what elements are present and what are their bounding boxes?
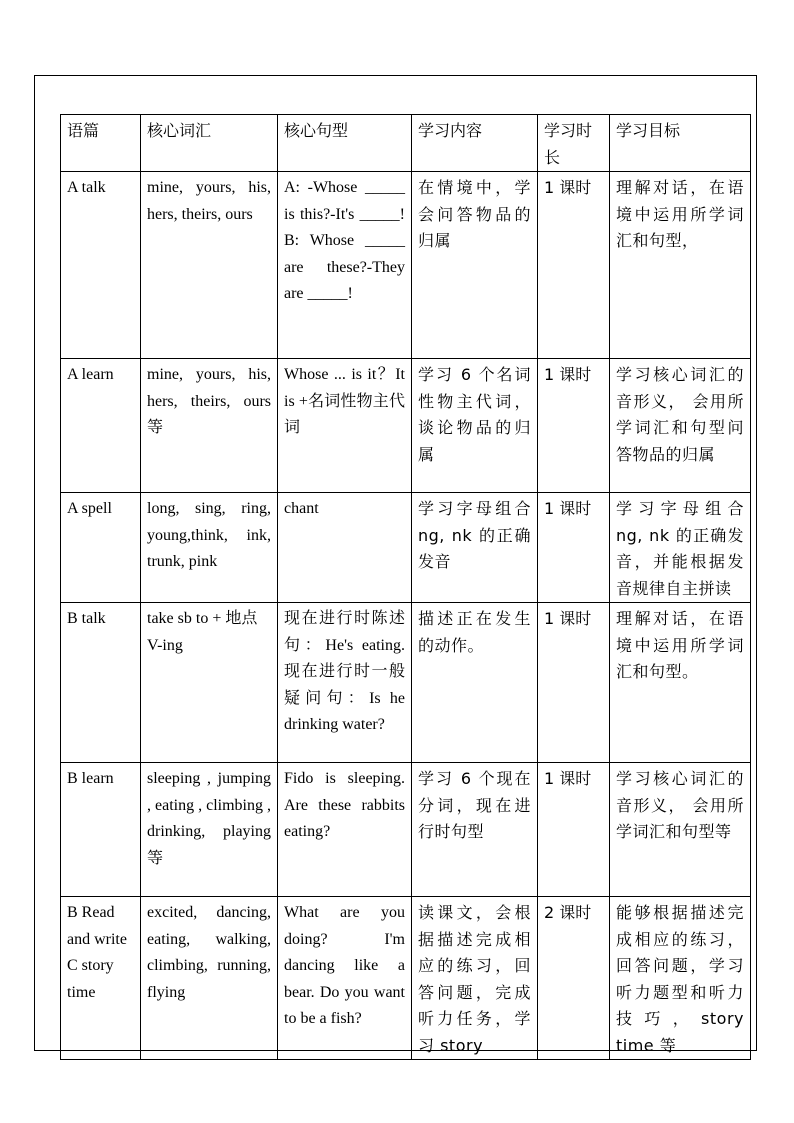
- goal-cell: 理解对话，在语境中运用所学词汇和句型。: [610, 603, 751, 763]
- sentences-cell: Fido is sleeping. Are these rabbits eating?: [278, 763, 412, 897]
- goal-cell: 学习核心词汇的音形义， 会用所学词汇和句型等: [610, 763, 751, 897]
- vocabulary-cell: sleeping , jumping , eating , climbing , drinking, playing 等: [141, 763, 278, 897]
- table-row: [61, 359, 751, 493]
- header-cell: 核心词汇: [141, 115, 278, 172]
- lesson-cell: A spell: [61, 493, 141, 603]
- sentences-cell: 现在进行时陈述句：He's eating. 现在进行时一般疑问句：Is he drinking water?: [278, 603, 412, 763]
- header-cell: 学习内容: [412, 115, 538, 172]
- sentences-cell: What are you doing? I'm dancing like a bear. Do you want to be a fish?: [278, 897, 412, 1060]
- goal-cell: 理解对话，在语境中运用所学词汇和句型，: [610, 172, 751, 359]
- vocabulary-cell: take sb to + 地点 V-ing: [141, 603, 278, 763]
- goal-cell: 学习字母组合 ng, nk 的正确发音，并能根据发音规律自主拼读: [610, 493, 751, 603]
- lesson-cell: B Read and write C story time: [61, 897, 141, 1060]
- table-row: [61, 603, 751, 763]
- duration-cell: 1 课时: [538, 603, 610, 763]
- content-cell: 学习 6 个现在分词，现在进行时句型: [412, 763, 538, 897]
- goal-cell: 能够根据描述完成相应的练习，回答问题，学习听力题型和听力技巧，story time 等: [610, 897, 751, 1060]
- header-cell: 学习目标: [610, 115, 751, 172]
- duration-cell: 1 课时: [538, 359, 610, 493]
- content-cell: 在情境中，学会问答物品的归属: [412, 172, 538, 359]
- duration-cell: 2 课时: [538, 897, 610, 1060]
- lesson-cell: A learn: [61, 359, 141, 493]
- vocabulary-cell: long, sing, ring, young,think, ink, trunk, pink: [141, 493, 278, 603]
- vocabulary-cell: mine, yours, his, hers, theirs, ours 等: [141, 359, 278, 493]
- content-cell: 描述正在发生的动作。: [412, 603, 538, 763]
- lesson-cell: A talk: [61, 172, 141, 359]
- header-cell: 语篇: [61, 115, 141, 172]
- lesson-cell: B learn: [61, 763, 141, 897]
- duration-cell: 1 课时: [538, 493, 610, 603]
- content-cell: 学习字母组合 ng, nk 的正确发音: [412, 493, 538, 603]
- duration-cell: 1 课时: [538, 172, 610, 359]
- vocabulary-cell: mine, yours, his, hers, theirs, ours: [141, 172, 278, 359]
- vocabulary-cell: excited, dancing, eating, walking, climbing, running, flying: [141, 897, 278, 1060]
- goal-cell: 学习核心词汇的音形义， 会用所学词汇和句型问答物品的归属: [610, 359, 751, 493]
- table-row: [61, 763, 751, 897]
- lesson-cell: B talk: [61, 603, 141, 763]
- content-cell: 学习 6 个名词性物主代词，谈论物品的归属: [412, 359, 538, 493]
- header-cell: 核心句型: [278, 115, 412, 172]
- table-row: [61, 172, 751, 359]
- table-row: [61, 493, 751, 603]
- table-row: [61, 897, 751, 1060]
- sentences-cell: Whose ... is it？It is +名词性物主代词: [278, 359, 412, 493]
- sentences-cell: A: -Whose _____ is this?-It's _____! B: Whose _____ are these?-They are _____!: [278, 172, 412, 359]
- table-header-row: [61, 115, 751, 172]
- header-cell: 学习时长: [538, 115, 610, 172]
- content-cell: 读课文，会根据描述完成相应的练习，回答问题，完成听力任务，学习 story: [412, 897, 538, 1060]
- sentences-cell: chant: [278, 493, 412, 603]
- duration-cell: 1 课时: [538, 763, 610, 897]
- lesson-plan-table: [60, 114, 751, 1060]
